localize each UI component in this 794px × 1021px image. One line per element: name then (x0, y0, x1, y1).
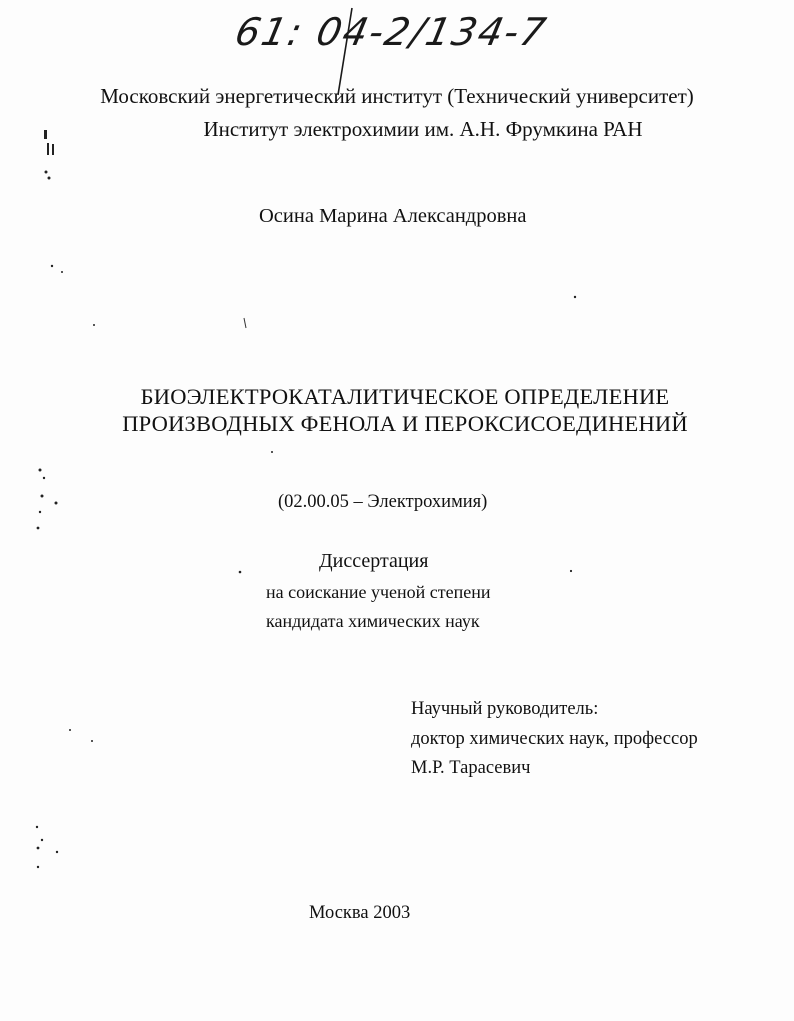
author-name: Осина Марина Александровна (259, 205, 527, 227)
document-type: Диссертация (319, 550, 429, 572)
degree-line-1: на соискание ученой степени (266, 582, 491, 602)
supervisor-name: М.Р. Тарасевич (411, 758, 531, 778)
dissertation-title-line-1: БИОЭЛЕКТРОКАТАЛИТИЧЕСКОЕ ОПРЕДЕЛЕНИЕ (140, 384, 670, 409)
specialty-code: (02.00.05 – Электрохимия) (278, 492, 488, 512)
degree-line-2: кандидата химических наук (266, 611, 480, 631)
place-and-year: Москва 2003 (309, 903, 411, 923)
archive-number-handwritten: 61: 04-2/134-7 (231, 10, 552, 54)
institution-line-1: Московский энергетический институт (Технический университет) (100, 84, 694, 108)
dissertation-title-line-2: ПРОИЗВОДНЫХ ФЕНОЛА И ПЕРОКСИСОЕДИНЕНИЙ (122, 411, 688, 436)
institution-line-2: Институт электрохимии им. А.Н. Фрумкина РАН (203, 117, 643, 141)
supervisor-rank: доктор химических наук, профессор (411, 729, 698, 749)
supervisor-label: Научный руководитель: (411, 699, 599, 719)
